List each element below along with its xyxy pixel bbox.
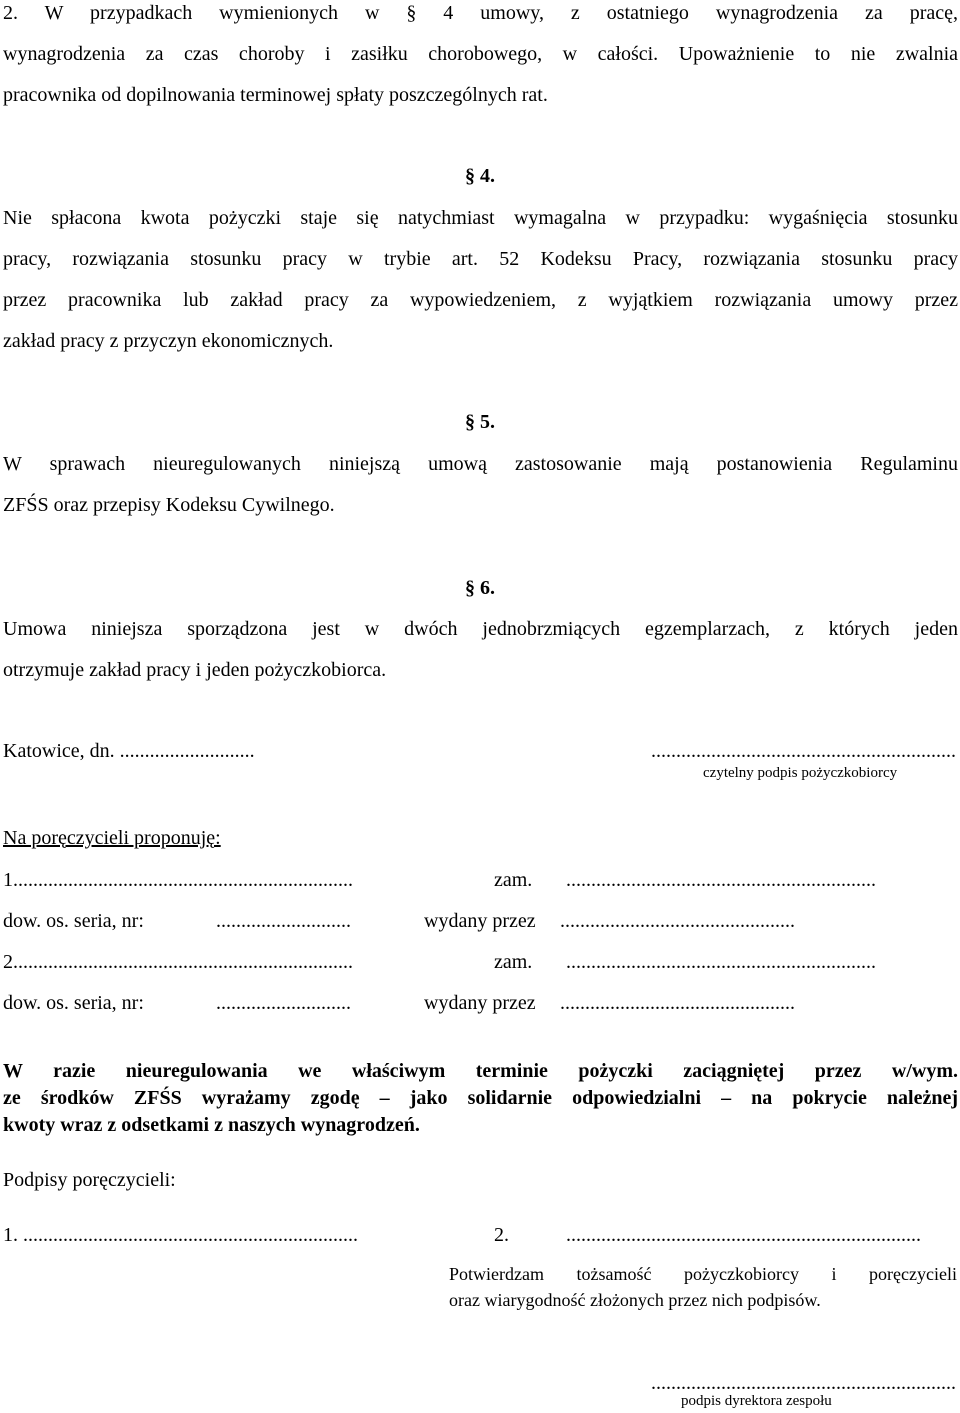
guarantor1-address-line: ..............................................................: [566, 869, 876, 891]
guarantor2-issued-line: ...............................................: [560, 992, 795, 1014]
para2-line1: 2. W przypadkach wymienionych w § 4 umowy, z ostatniego wynagrodzenia za pracę,: [3, 2, 958, 24]
section6-heading: § 6.: [465, 577, 495, 599]
guarantor2-id-line: ...........................: [216, 992, 351, 1014]
section4-line4: zakład pracy z przyczyn ekonomicznych.: [3, 330, 334, 352]
guarantor2-address-label: zam.: [494, 951, 533, 973]
consent-line3: kwoty wraz z odsetkami z naszych wynagrodzeń.: [3, 1114, 420, 1136]
guarantor-signature-1: 1. ...................................................................: [3, 1224, 358, 1246]
section6-line2: otrzymuje zakład pracy i jeden pożyczkobiorca.: [3, 659, 387, 681]
consent-line2: ze środków ZFŚS wyrażamy zgodę – jako solidarnie odpowiedzialni – na pokrycie należnej: [3, 1087, 958, 1109]
consent-line1: W razie nieuregulowania we właściwym terminie pożyczki zaciągniętej przez w/wym.: [3, 1060, 958, 1082]
guarantor-signature-2-number: 2.: [494, 1224, 509, 1246]
section6-line1: Umowa niniejsza sporządzona jest w dwóch jednobrzmiących egzemplarzach, z których jeden: [3, 618, 958, 640]
confirmation-line2: oraz wiarygodność złożonych przez nich podpisów.: [449, 1290, 821, 1310]
para2-line2: wynagrodzenia za czas choroby i zasiłku chorobowego, w całości. Upoważnienie to nie zwalnia: [3, 43, 958, 65]
guarantor2-name-line: 2....................................................................: [3, 951, 353, 973]
borrower-signature-line: .............................................................: [651, 740, 956, 762]
guarantor1-id-label: dow. os. seria, nr:: [3, 910, 144, 932]
guarantors-title: Na poręczycieli proponuję:: [3, 827, 221, 849]
director-signature-caption: podpis dyrektora zespołu: [681, 1393, 832, 1409]
section5-line2: ZFŚS oraz przepisy Kodeksu Cywilnego.: [3, 494, 335, 516]
guarantor2-address-line: ..............................................................: [566, 951, 876, 973]
section4-heading: § 4.: [465, 165, 495, 187]
confirmation-line1: Potwierdzam tożsamość pożyczkobiorcy i poręczycieli: [449, 1264, 957, 1284]
guarantor2-id-label: dow. os. seria, nr:: [3, 992, 144, 1014]
guarantor1-address-label: zam.: [494, 869, 533, 891]
guarantor1-issued-line: ...............................................: [560, 910, 795, 932]
section4-line1: Nie spłacona kwota pożyczki staje się natychmiast wymagalna w przypadku: wygaśnięcia stosunku: [3, 207, 958, 229]
guarantor1-id-line: ...........................: [216, 910, 351, 932]
borrower-signature-caption: czytelny podpis pożyczkobiorcy: [703, 765, 898, 781]
guarantor1-name-line: 1....................................................................: [3, 869, 353, 891]
section4-line3: przez pracownika lub zakład pracy za wypowiedzeniem, z wyjątkiem rozwiązania umowy przez: [3, 289, 958, 311]
director-signature-line: .............................................................: [651, 1372, 956, 1394]
guarantor-signature-2-line: .......................................................................: [566, 1224, 921, 1246]
guarantor1-issued-label: wydany przez: [424, 910, 536, 932]
section5-line1: W sprawach nieuregulowanych niniejszą umową zastosowanie mają postanowienia Regulaminu: [3, 453, 958, 475]
section5-heading: § 5.: [465, 411, 495, 433]
place-date-field: Katowice, dn. ...........................: [3, 740, 255, 762]
guarantor-signatures-title: Podpisy poręczycieli:: [3, 1169, 176, 1191]
section4-line2: pracy, rozwiązania stosunku pracy w trybie art. 52 Kodeksu Pracy, rozwiązania stosunku pracy: [3, 248, 958, 270]
para2-line3: pracownika od dopilnowania terminowej spłaty poszczególnych rat.: [3, 84, 548, 106]
guarantor2-issued-label: wydany przez: [424, 992, 536, 1014]
